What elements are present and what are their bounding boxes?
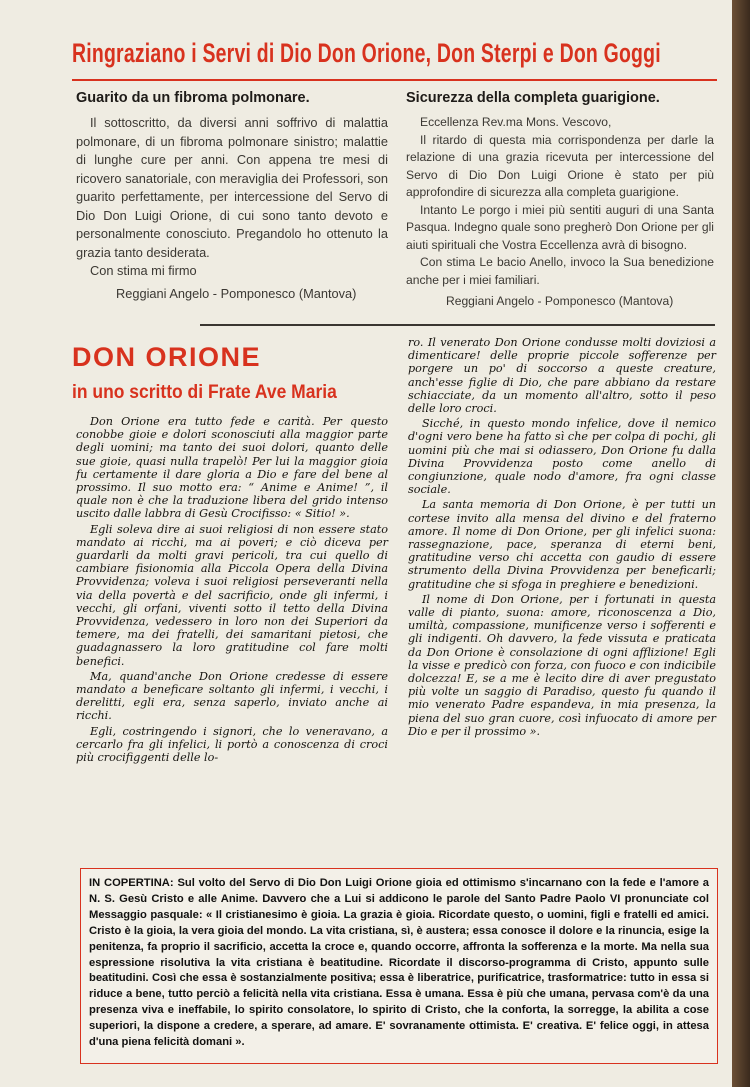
page-headline: Ringraziano i Servi di Dio Don Orione, Don Sterpi e Don Goggi [72, 38, 661, 68]
cover-caption [89, 876, 709, 1051]
article-paragraph: Egli soleva dire ai suoi religiosi di non essere stato mandato ai ricchi, ma ai poveri; e ciò diceva per guardarli da molti gravi pericoli, tra cui quello di cambiare fisionomia alla Piccola Opera della Divina Provvidenza; voleva i suoi religiosi perseveranti nella via della povertà e del sacrificio, onde gli infermi, i vecchi, gli orfani, viventi sotto il tetto della Divina Provvidenza, vedessero in loro non dei Superiori da temere, ma dei fratelli, dei samaritani pietosi, che guadagnassero la loro gratitudine col fare molti benefici. [76, 522, 388, 668]
article-paragraph: La santa memoria di Don Orione, è per tutti un cortese invito alla mensa del divino e del fraterno amore. Il nome di Don Orione, per gli infelici suona: rassegnazione, pace, speranza di eterni beni, gratitudine verso chi accetta con gaudio di essere strumento della Divina Provvidenza per beneficarli; gratitudine che si sfoga in preghiere e benedizioni. [408, 498, 716, 591]
cover-caption-label: IN COPERTINA: [89, 877, 174, 889]
section-divider [200, 324, 715, 326]
left-letter-signature: Reggiani Angelo - Pomponesco (Mantova) [116, 285, 357, 301]
article-paragraph: Sicché, in questo mondo infelice, dove il nemico d'ogni vero bene ha fatto sì che per colpa di pochi, gli uomini più che mai si odiassero, Don Orione fu dalla Divina Provvidenza posto come anello di congiunzione, quale nodo d'amore, fra ogni classe sociale. [408, 417, 716, 497]
article-paragraph: Il nome di Don Orione, per i fortunati in questa valle di pianto, suona: amore, riconoscenza a Dio, umiltà, compassione, munificenze verso i sofferenti e gli indigenti. Oh davvero, la fede vissuta e praticata da Don Orione è consolazione di ogni afflizione! Egli la visse e predicò con forza, con fuoco e con indicibile dolcezza! E, se a me è lecito dire di aver pregustato più volte un saggio di Paradiso, questo fu quando il mio venerato Padre espandeva, in mia presenza, la piena del suo gran cuore, così infuocato di amore per Dio e per il prossimo ». [408, 592, 716, 738]
right-letter-title: Sicurezza della completa guarigione. [406, 90, 660, 106]
binding-edge [732, 0, 750, 1087]
article-title: DON ORIONE [72, 342, 262, 372]
right-letter-signature: Reggiani Angelo - Pomponesco (Mantova) [446, 294, 674, 308]
cover-caption-box [80, 868, 718, 1064]
article-subtitle: in uno scritto di Frate Ave Maria [72, 382, 337, 403]
right-letter-body1: Il ritardo di questa mia corrispondenza per darle la relazione di una grazia ricevuta per intercessione del Servo di Dio Don Luigi Orione è stato per più approfondire di sicurezza alla completa guarigione. [406, 132, 714, 199]
right-letter-salutation: Eccellenza Rev.ma Mons. Vescovo, [420, 115, 612, 129]
article-paragraph: Ma, quand'anche Don Orione credesse di essere mandato a beneficare soltanto gli infermi, i vecchi, i derelitti, egli era, senza saperlo, inviato anche ai ricchi. [76, 669, 388, 723]
article-paragraph: ro. Il venerato Don Orione condusse molti doviziosi a dimenticare! delle proprie piccole sofferenze per porgere un po' di soccorso a queste creature, anch'esse figlie di Dio, che pare abbiano da restare schiacciate, da un momento all'altro, sotto il peso delle loro croci. [408, 336, 716, 416]
article-paragraph: Egli, costringendo i signori, che lo veneravano, a cercarlo fra gli infelici, li portò a conoscenza di croci più crocifiggenti delle lo- [76, 724, 388, 765]
left-letter-closing: Con stima mi firmo [90, 263, 197, 278]
headline-rule [72, 79, 717, 81]
article-left-column [76, 415, 388, 766]
article-paragraph: Don Orione era tutto fede e carità. Per questo conobbe gioie e dolori sconosciuti alla maggior parte degli uomini; ma tanto dei suoi dolori, quanto delle sue gioie, quasi nulla trapelò! Per lui la maggior gioia fu certamente il dare gloria a Dio e fare del bene al prossimo. Il suo motto era: “ Anime e Anime! ”, il quale non è che la traduzione libera del grido intenso uscito dalle labbra di Gesù Crocifisso: « Sitio! ». [76, 415, 388, 521]
cover-caption-text: Sul volto del Servo di Dio Don Luigi Orione gioia ed ottimismo s'incarnano con la fede e l'amore a N. S. Gesù Cristo e alle Anime. Davvero che a Lui si addicono le parole del Santo Padre Paolo VI pronunciate col Messaggio pasquale: « Il cristianesimo è gioia. La grazia è gioia. Ricordate questo, o uomini, figli e fratelli ed amici. Cristo è la gioia, la vera gioia del mondo. La vita cristiana, sì, è austera; essa conosce il dolore e la rinuncia, esige la penitenza, fa proprio il sacrificio, accetta la croce e, quando occorre, affronta la sofferenza e la morte. Ma nella sua espressione risolutiva la vita cristiana è beatitudine. Ricordate il discorso-programma di Cristo, appunto sulle beatitudini. Così che essa è sostanzialmente positiva; essa è liberatrice, purificatrice, trasformatrice: tutto in essa si riduce a bene, tutto perciò a felicità nella vita cristiana. Essa è umana. Essa è più che umana, pervasa com'è da una presenza viva e ineffabile, lo spirito consolatore, lo spirito di Cristo, che la conforta, la sorregge, la abilita a cose superiori, la dispone a credere, a sperare, ad amare. E' sovranamente ottimista. E' creativa. E' felice oggi, in attesa d'una piena felicità domani ». [89, 877, 710, 1049]
right-letter-body3: Con stima Le bacio Anello, invoco la Sua benedizione anche per i miei familiari. [406, 255, 714, 287]
left-letter [76, 114, 388, 303]
left-letter-body: Il sottoscritto, da diversi anni soffrivo di malattia polmonare, di un fibroma polmonare sinistro; malattie di lunghe cure per anni. Con appena tre mesi di ricovero sanatoriale, con meraviglia dei Professori, son guarito perfettamente, per intercessione del Servo di Dio Don Luigi Orione, di cui sono tanto devoto e personalmente conosciuto. Pregandolo ho ottenuto la grazia tanto desiderata. [76, 115, 388, 260]
right-letter [406, 114, 714, 311]
left-letter-title: Guarito da un fibroma polmonare. [76, 90, 310, 106]
article-right-column [408, 336, 716, 740]
right-letter-body2: Intanto Le porgo i miei più sentiti auguri di una Santa Pasqua. Indegno quale sono pregherò Don Orione per gli aiuti spirituali che Vostra Eccellenza avrà di bisogno. [406, 202, 714, 252]
